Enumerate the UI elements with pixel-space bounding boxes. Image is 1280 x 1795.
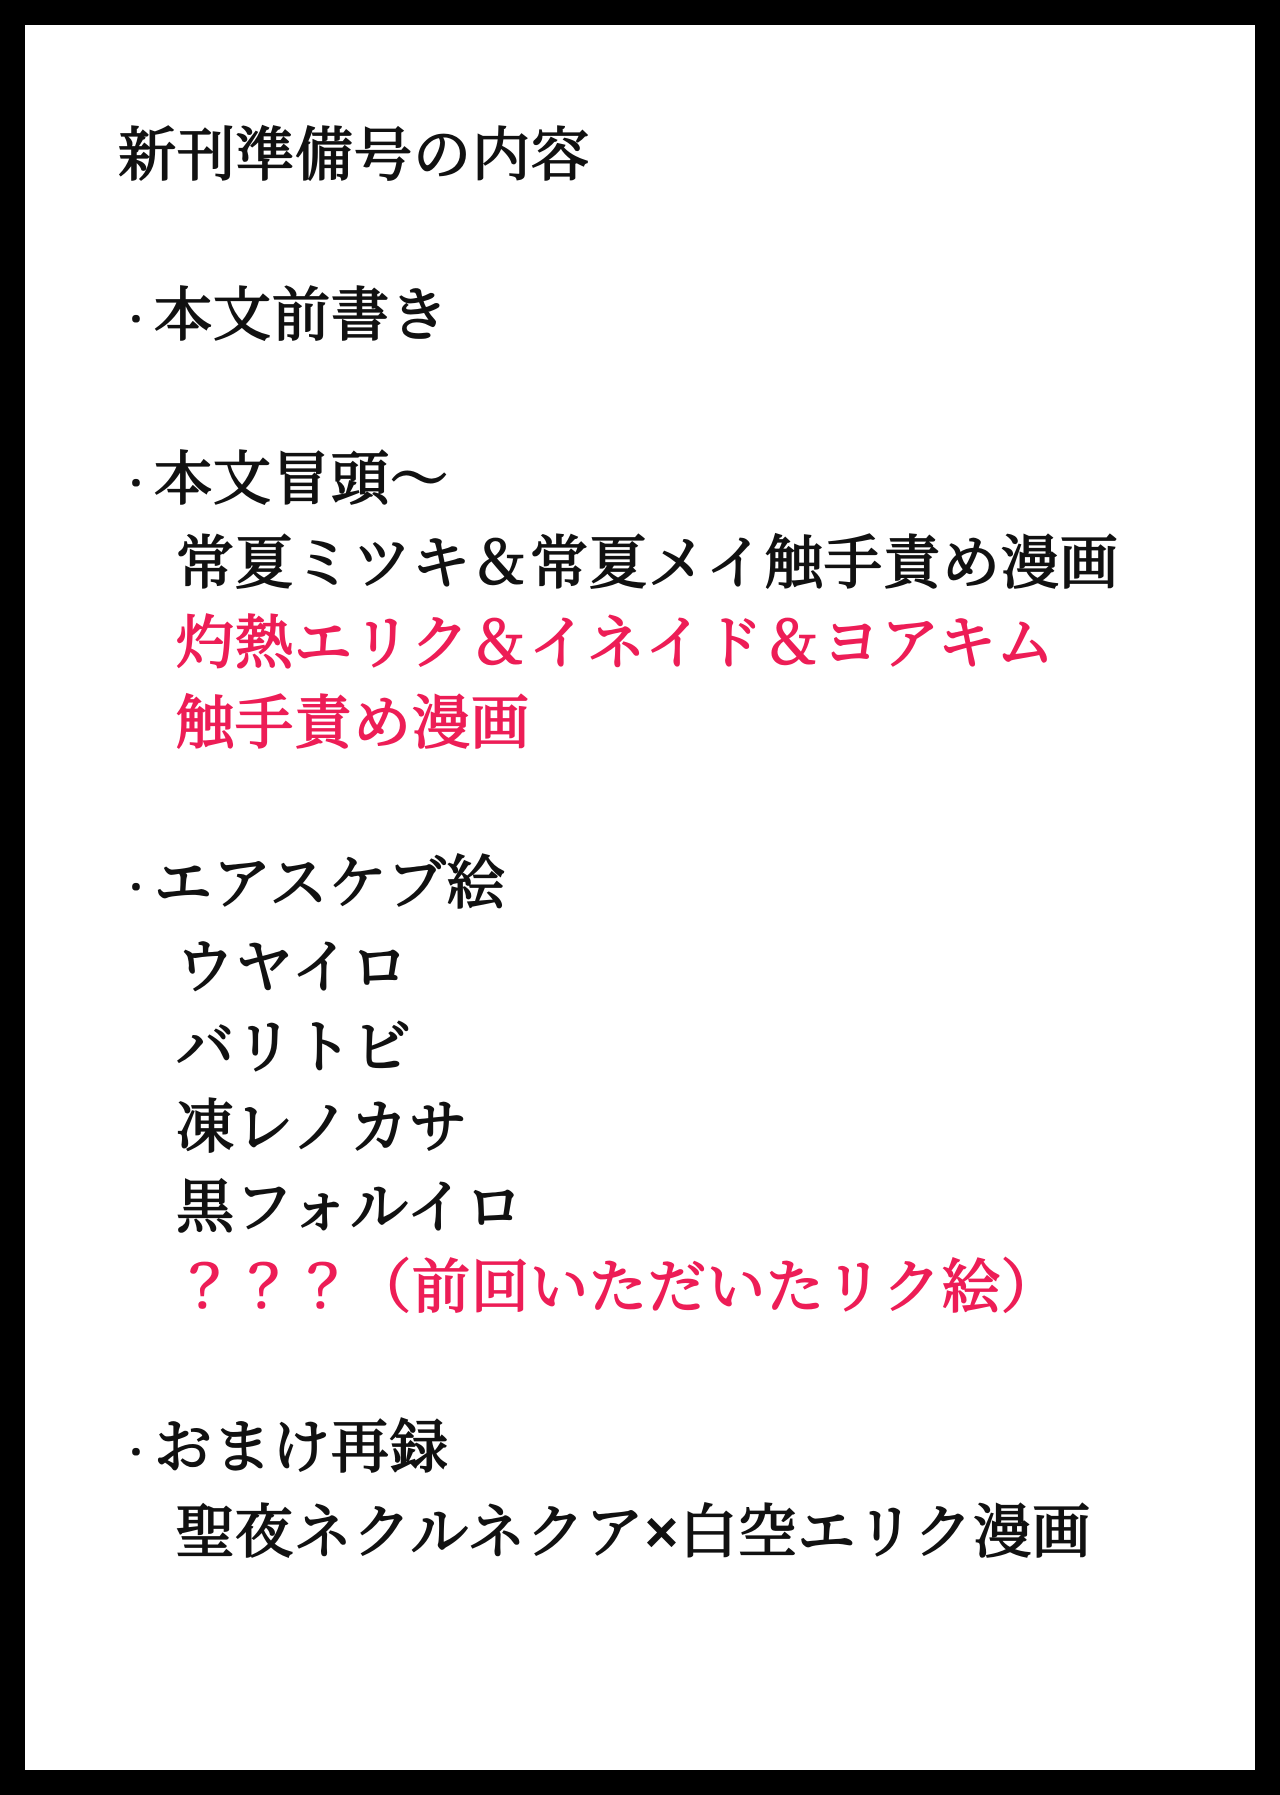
bullet-marker: ・ [118,463,155,505]
list-item-highlighted: 灼熱エリク＆イネイド＆ヨアキム [176,611,1056,677]
section-omake-sairoku [118,1408,1215,1572]
list-item: 常夏ミツキ＆常夏メイ触手責め漫画 [176,531,1119,597]
list-item-highlighted: ？？？（前回いただいたリク絵） [176,1255,1060,1321]
section-honbun-boutou [118,440,1215,764]
list-item: ウヤイロ [176,935,410,1001]
bullet-marker: ・ [118,1431,155,1473]
content-area [25,25,1255,1770]
section-air-sketchbook [118,844,1215,1328]
list-item: 凍レノカサ [176,1095,469,1161]
section-honbun-maegaki [118,276,1215,360]
list-item-highlighted: 触手責め漫画 [176,691,531,757]
section-heading [118,1408,1215,1492]
list-item: 聖夜ネクルネクア×白空エリク漫画 [176,1499,1092,1565]
section-heading [118,440,1215,524]
list-item: バリトビ [176,1015,413,1081]
bullet-marker: ・ [118,867,155,909]
section-heading [118,844,1215,928]
section-heading-text: 本文冒頭〜 [153,447,449,513]
section-heading-text: おまけ再録 [153,1415,449,1481]
section-heading [118,276,1215,360]
section-heading-text: 本文前書き [153,283,449,348]
content-list [118,276,1215,1573]
bullet-marker: ・ [118,299,155,341]
section-heading-text: エアスケブ絵 [153,851,506,917]
page-title: 新刊準備号の内容 [118,123,591,188]
list-item: 黒フォルイロ [176,1175,525,1241]
